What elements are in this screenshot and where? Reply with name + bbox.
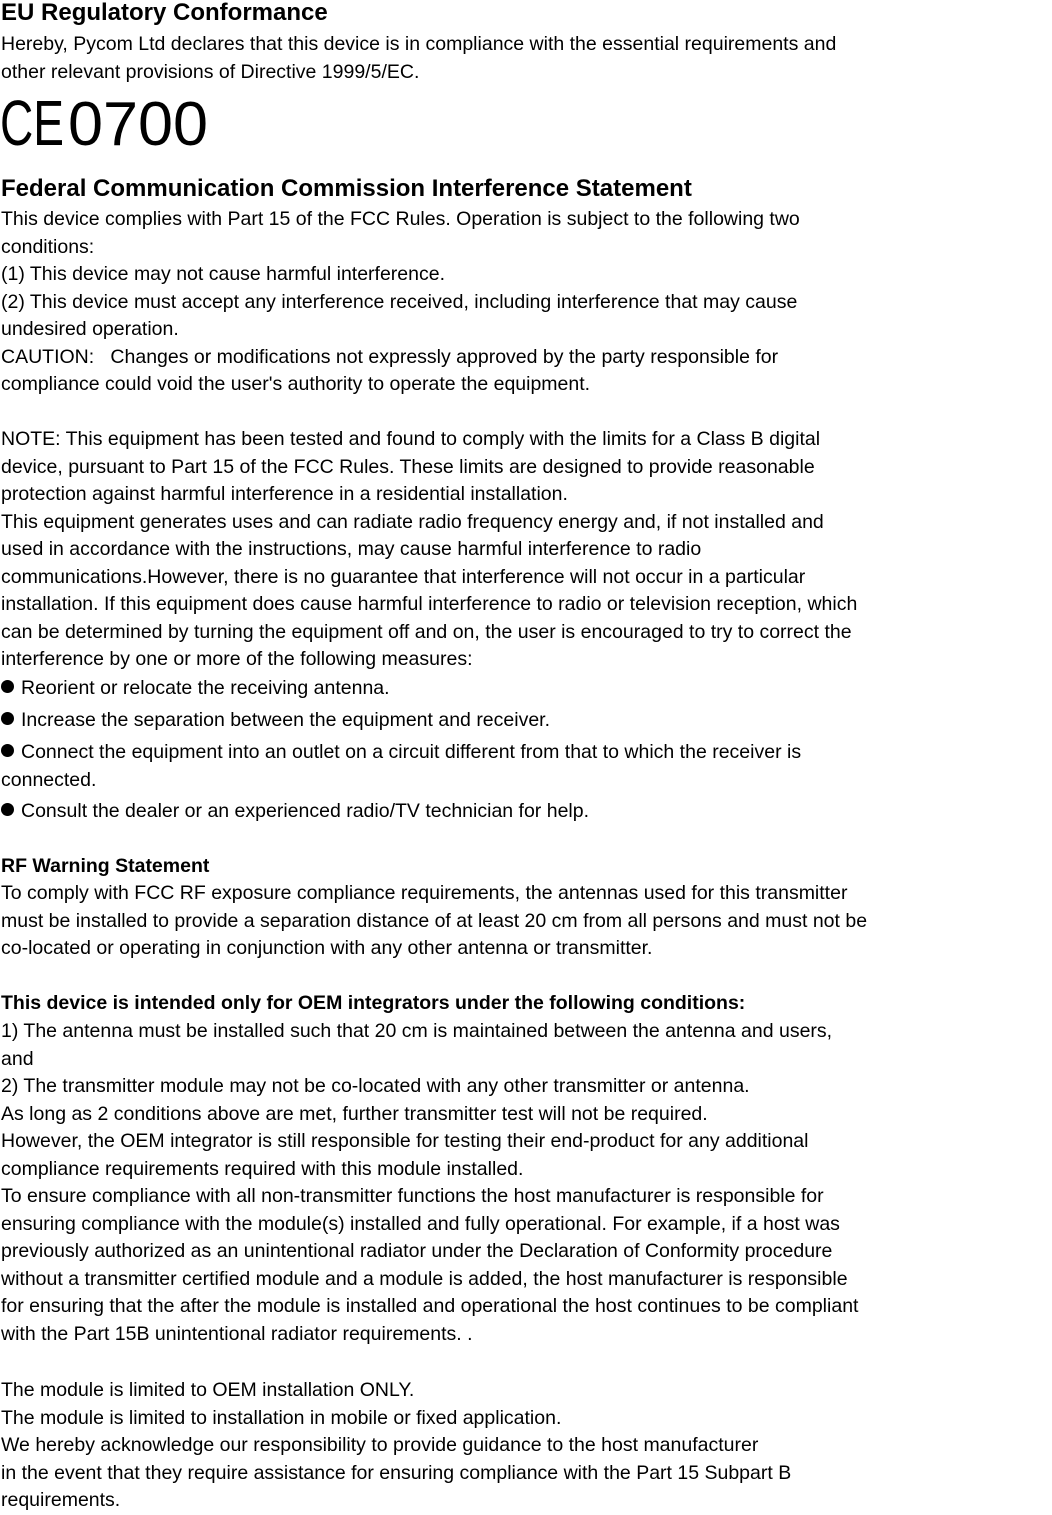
text-line: requirements. — [1, 1489, 121, 1511]
oem-paragraph — [1, 1018, 858, 1348]
ce-mark-logo — [0, 93, 212, 151]
text-line: with the Part 15B unintentional radiator requirements. . — [1, 1322, 473, 1345]
text-line: CAUTION: Changes or modifications not expressly approved by the party responsible for — [1, 345, 779, 368]
text-line: (2) This device must accept any interference received, including interference that may cause — [1, 290, 798, 313]
bullet-dot-icon — [1, 803, 14, 816]
bullet-item — [1, 739, 801, 794]
fcc-title: Federal Communication Commission Interference Statement — [1, 175, 692, 202]
text-line: 1) The antenna must be installed such that 20 cm is maintained between the antenna and users, — [1, 1020, 833, 1042]
bullet-dot-icon — [1, 712, 14, 725]
oem-title: This device is intended only for OEM integrators under the following conditions: — [1, 992, 746, 1014]
eu-paragraph — [1, 31, 836, 86]
text-line: To ensure compliance with all non-transmitter functions the host manufacturer is responsible for — [1, 1185, 824, 1207]
bullet-text-continued: connected. — [1, 768, 97, 791]
text-line: installation. If this equipment does cause harmful interference to radio or television reception, which — [1, 593, 858, 615]
text-line: This device complies with Part 15 of the FCC Rules. Operation is subject to the following two — [1, 208, 800, 230]
bullet-item — [1, 707, 550, 735]
text-line: As long as 2 conditions above are met, further transmitter test will not be required. — [1, 1102, 708, 1125]
notified-body-number: 0700 — [68, 93, 208, 151]
text-line: We hereby acknowledge our responsibility to provide guidance to the host manufacturer — [1, 1434, 759, 1456]
eu-title: EU Regulatory Conformance — [1, 0, 328, 26]
text-line: communications.However, there is no guarantee that interference will not occur in a particular — [1, 565, 806, 588]
text-line: The module is limited to installation in mobile or fixed application. — [1, 1406, 562, 1429]
text-line: interference by one or more of the following measures: — [1, 648, 473, 670]
text-line: in the event that they require assistance for ensuring compliance with the Part 15 Subpart B — [1, 1461, 792, 1484]
bullet-dot-icon — [1, 680, 14, 693]
text-line: previously authorized as an unintentional radiator under the Declaration of Conformity procedure — [1, 1240, 833, 1262]
text-line: co-located or operating in conjunction with any other antenna or transmitter. — [1, 937, 653, 959]
text-line: ensuring compliance with the module(s) installed and fully operational. For example, if a host was — [1, 1212, 840, 1235]
text-line: NOTE: This equipment has been tested and found to comply with the limits for a Class B digital — [1, 428, 821, 450]
bullet-text: Connect the equipment into an outlet on a circuit different from that to which the receiver is — [21, 741, 802, 763]
ce-0700-icon — [0, 93, 212, 151]
text-line: (1) This device may not cause harmful interference. — [1, 263, 446, 285]
text-line: 2) The transmitter module may not be co-located with any other transmitter or antenna. — [1, 1075, 750, 1097]
text-line: However, the OEM integrator is still responsible for testing their end-product for any additional — [1, 1130, 809, 1152]
text-line: To comply with FCC RF exposure compliance requirements, the antennas used for this transmitter — [1, 882, 848, 904]
text-line: Hereby, Pycom Ltd declares that this device is in compliance with the essential requirements and — [1, 33, 837, 55]
text-line: compliance requirements required with this module installed. — [1, 1157, 524, 1180]
bullet-text: Consult the dealer or an experienced radio/TV technician for help. — [21, 800, 590, 822]
text-line: conditions: — [1, 235, 95, 258]
bullet-item — [1, 675, 390, 703]
rf-title: RF Warning Statement — [1, 855, 210, 877]
text-line: used in accordance with the instructions, may cause harmful interference to radio — [1, 538, 702, 560]
text-line: can be determined by turning the equipment off and on, the user is encouraged to try to correct the — [1, 620, 852, 643]
text-line: undesired operation. — [1, 318, 179, 340]
text-line: for ensuring that the after the module is installed and operational the host continues to be compliant — [1, 1295, 859, 1317]
fcc-paragraph — [1, 206, 800, 399]
text-line: This equipment generates uses and can radiate radio frequency energy and, if not installed and — [1, 510, 824, 533]
bullet-text: Reorient or relocate the receiving antenna. — [21, 677, 390, 699]
text-line: The module is limited to OEM installation ONLY. — [1, 1379, 415, 1401]
bullet-text: Increase the separation between the equipment and receiver. — [21, 709, 551, 731]
text-line: and — [1, 1047, 34, 1070]
text-line: device, pursuant to Part 15 of the FCC Rules. These limits are designed to provide reasonable — [1, 455, 815, 478]
note-paragraph — [1, 426, 857, 674]
text-line: without a transmitter certified module and a module is added, the host manufacturer is responsible — [1, 1267, 848, 1290]
rf-paragraph — [1, 880, 867, 963]
text-line: compliance could void the user's authority to operate the equipment. — [1, 373, 591, 395]
limits-paragraph — [1, 1377, 791, 1515]
bullet-dot-icon — [1, 744, 14, 757]
bullet-item — [1, 798, 589, 826]
text-line: must be installed to provide a separation distance of at least 20 cm from all persons and must not be — [1, 909, 868, 932]
ce-letters: CE — [0, 93, 64, 151]
text-line: protection against harmful interference in a residential installation. — [1, 483, 568, 505]
text-line: other relevant provisions of Directive 1999/5/EC. — [1, 60, 420, 83]
